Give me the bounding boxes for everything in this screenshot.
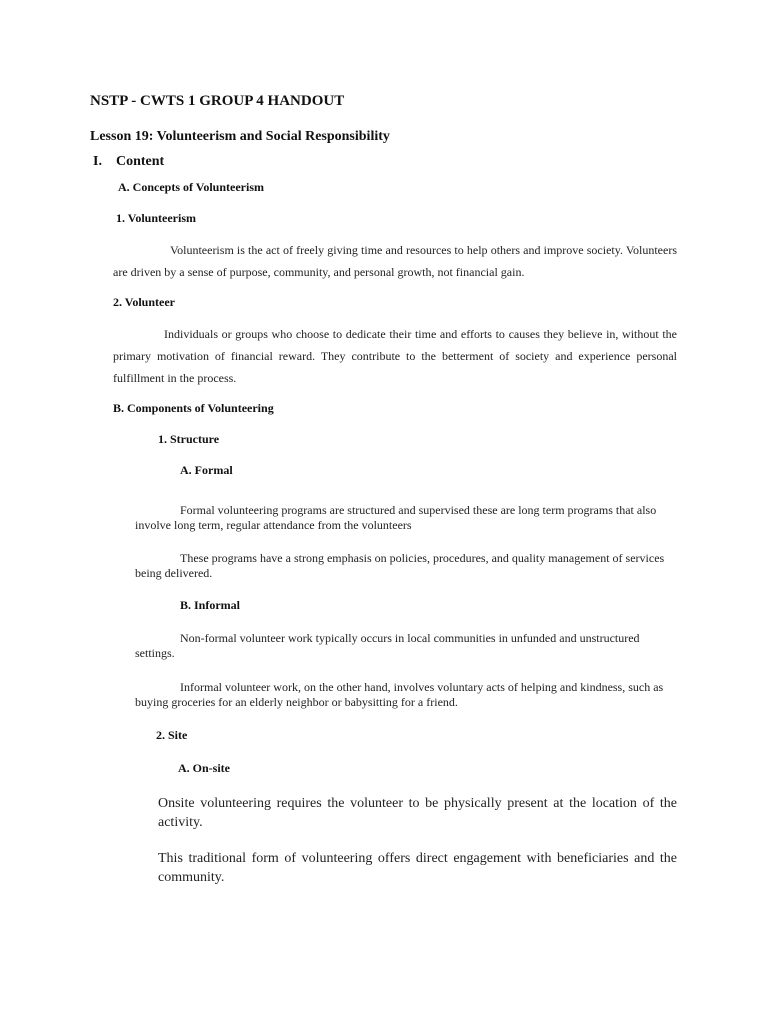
formal-heading: A. Formal [180, 463, 233, 477]
informal-paragraph-2: Informal volunteer work, on the other hand, involves voluntary acts of helping and kindness, such as buying groceries for an elderly neighbor or babysitting for a friend. [135, 680, 664, 709]
informal-paragraph-1: Non-formal volunteer work typically occurs in local communities in unfunded and unstructured settings. [135, 631, 640, 660]
structure-heading: 1. Structure [158, 432, 220, 446]
volunteerism-paragraph: Volunteerism is the act of freely giving time and resources to help others and improve society. Volunteers are driven by a sense of purpose, community, and personal growth, not financial gain. [113, 243, 677, 279]
informal-heading: B. Informal [180, 598, 240, 612]
volunteerism-heading: 1. Volunteerism [116, 211, 197, 225]
onsite-paragraph-2: This traditional form of volunteering offers direct engagement with beneficiaries and the community. [158, 851, 677, 885]
document-title: NSTP - CWTS 1 GROUP 4 HANDOUT [90, 93, 345, 109]
formal-paragraph-1: Formal volunteering programs are structured and supervised these are long term programs that also involve long term, regular attendance from the volunteers [135, 503, 657, 532]
volunteer-paragraph: Individuals or groups who choose to dedicate their time and efforts to causes they believe in, without the primary motivation of financial reward. They contribute to the betterment of society and experience personal fulfillment in the process. [113, 327, 677, 385]
onsite-heading: A. On-site [178, 761, 230, 775]
part-a-heading: A. Concepts of Volunteerism [118, 180, 264, 194]
volunteer-heading: 2. Volunteer [113, 295, 176, 309]
lesson-heading: Lesson 19: Volunteerism and Social Responsibility [90, 129, 390, 144]
section-heading: Content [116, 154, 165, 169]
formal-paragraph-2: These programs have a strong emphasis on policies, procedures, and quality management of services being delivered. [135, 551, 665, 580]
site-heading: 2. Site [156, 728, 188, 742]
part-b-heading: B. Components of Volunteering [113, 401, 274, 415]
section-numeral: I. [93, 154, 102, 169]
onsite-paragraph-1: Onsite volunteering requires the volunteer to be physically present at the location of the activity. [158, 796, 677, 830]
